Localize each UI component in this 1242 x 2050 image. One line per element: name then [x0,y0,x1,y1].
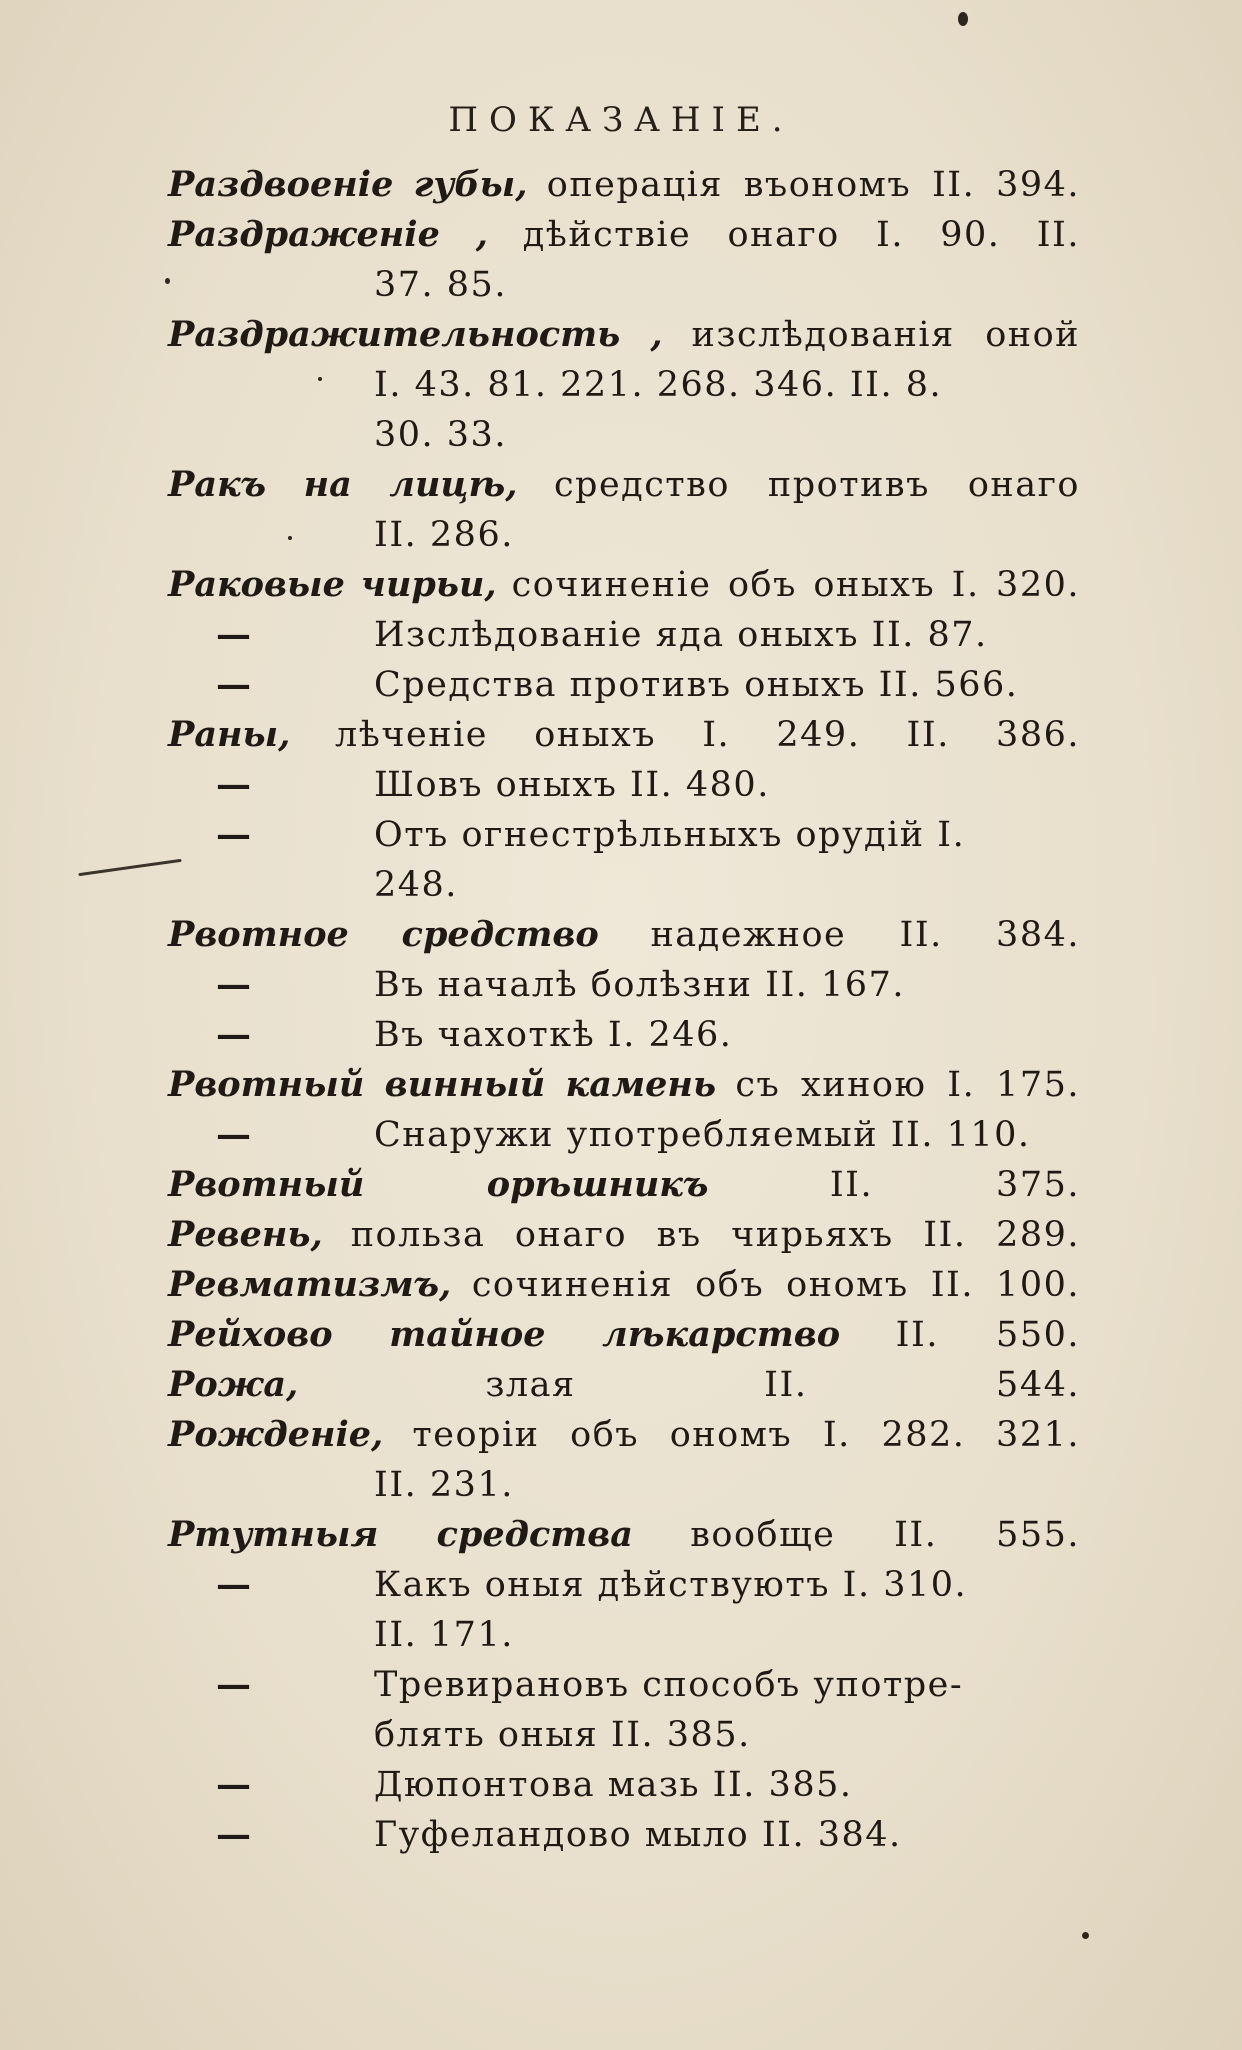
index-continuation: 37. 85. [374,265,507,305]
index-dash: — [216,664,251,705]
index-line [168,510,1080,560]
index-term: Раздвоеніе губы, [168,164,528,205]
index-dash: — [216,1764,251,1805]
index-line [168,610,1080,660]
index-text: Шовъ оныхъ II. 480. [374,765,770,805]
index-term: Рожа, [168,1364,299,1405]
index-text: Въ началѣ болѣзни II. 167. [374,965,905,1005]
index-line [168,1810,1080,1860]
index-line [168,1210,1080,1260]
index-text: сочиненія объ ономъ II. 100. [471,1265,1080,1305]
index-line [168,1760,1080,1810]
index-line [168,1060,1080,1110]
index-term: Рвотный орѣшникъ [168,1164,709,1205]
index-text: Какъ оныя дѣйствуютъ I. 310. [374,1565,968,1605]
index-text: операція въономъ II. 394. [546,165,1080,205]
index-term: Рвотное средство [168,914,599,955]
index-line [168,560,1080,610]
index-text: Отъ огнестрѣльныхъ орудій I. [374,815,966,855]
index-line [168,210,1080,260]
index-text: дѣйствіе онаго I. 90. II. [522,215,1080,255]
index-text: изслѣдованія оной [691,315,1081,355]
ink-dot-mark [958,12,968,26]
index-line [168,1710,1080,1760]
index-line [168,1260,1080,1310]
index-line [168,1460,1080,1510]
index-dash: — [216,1664,251,1705]
index-term: Рожденіе, [168,1414,384,1455]
index-line [168,360,1080,410]
index-line [168,760,1080,810]
ink-dot-mark [1082,1932,1089,1939]
index-dash: — [216,1814,251,1855]
index-term: Ракъ на лицѣ, [168,464,518,505]
index-term: Рвотный винный камень [168,1064,717,1105]
index-term: Раздраженіе , [168,214,488,255]
index-term: Раковые чирьи, [168,564,497,605]
index-text: Изслѣдованіе яда оныхъ II. 87. [374,615,988,655]
index-dash: — [216,964,251,1005]
index-term: Ртутныя средства [168,1514,633,1555]
index-continuation: 248. [374,865,458,905]
index-entries [168,160,1080,1860]
index-line [168,910,1080,960]
index-line [168,1110,1080,1160]
index-term: Раздражительность , [168,314,663,355]
index-dash: — [216,614,251,655]
index-continuation: II. 286. [374,515,514,555]
index-text: сочиненіе объ оныхъ I. 320. [511,565,1080,605]
index-text: лѣченіе оныхъ I. 249. II. 386. [335,715,1080,755]
index-continuation: блять оныя II. 385. [374,1715,751,1755]
index-continuation: I. 43. 81. 221. 268. 346. II. 8. [374,365,943,405]
index-line [168,960,1080,1010]
index-line [168,410,1080,460]
index-text: II. 550. [895,1315,1080,1355]
index-text: теоріи объ ономъ I. 282. 321. [412,1415,1080,1455]
index-text: Въ чахоткѣ I. 246. [374,1015,733,1055]
index-text: средство противъ онаго [553,465,1080,505]
index-line [168,310,1080,360]
index-line [168,1660,1080,1710]
index-dash: — [216,1014,251,1055]
index-dash: — [216,1114,251,1155]
index-text: съ хиною I. 175. [735,1065,1080,1105]
index-line [168,1510,1080,1560]
index-term: Ревень, [168,1214,323,1255]
ink-stroke-mark [78,859,181,876]
index-line [168,810,1080,860]
index-text: польза онаго въ чирьяхъ II. 289. [350,1215,1080,1255]
index-line [168,1560,1080,1610]
index-dash: — [216,764,251,805]
index-continuation: 30. 33. [374,415,507,455]
index-line [168,1410,1080,1460]
index-term: Ревматизмъ, [168,1264,452,1305]
index-line [168,1610,1080,1660]
index-text: Тревирановъ способъ употре- [374,1665,964,1705]
index-text: II. 375. [829,1165,1080,1205]
index-line [168,1160,1080,1210]
index-dash: — [216,1564,251,1605]
index-line [168,1010,1080,1060]
index-line [168,160,1080,210]
index-line [168,460,1080,510]
index-line [168,660,1080,710]
index-text: Дюпонтова мазь II. 385. [374,1765,853,1805]
index-continuation: II. 231. [374,1465,514,1505]
index-line [168,1310,1080,1360]
index-term: Рейхово тайное лѣкарство [168,1314,841,1355]
index-text: Снаружи употребляемый II. 110. [374,1115,1031,1155]
page-heading: ПОКАЗАНІЕ. [448,100,794,140]
index-continuation: II. 171. [374,1615,514,1655]
index-line [168,1360,1080,1410]
index-text: надежное II. 384. [650,915,1080,955]
index-line [168,710,1080,760]
index-line [168,260,1080,310]
index-text: злая II. 544. [485,1365,1080,1405]
index-text: Гуфеландово мыло II. 384. [374,1815,902,1855]
index-text: Средства противъ оныхъ II. 566. [374,665,1019,705]
index-line [168,860,1080,910]
index-dash: — [216,814,251,855]
index-term: Раны, [168,714,291,755]
index-text: вообще II. 555. [690,1515,1080,1555]
